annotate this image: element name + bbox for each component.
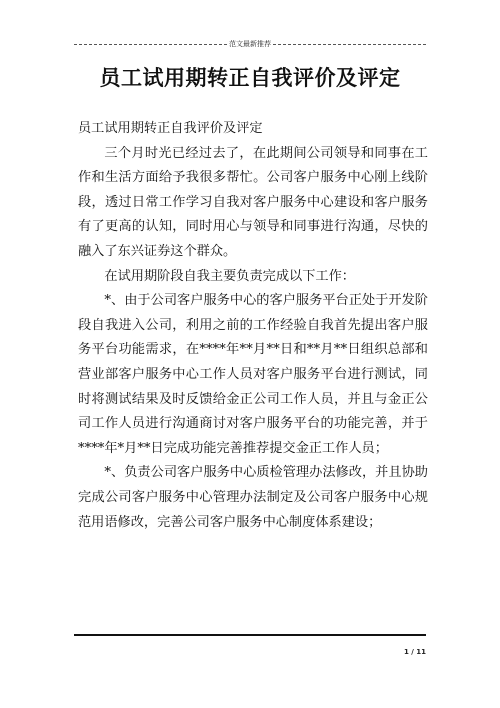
header-dash-right [273,44,426,45]
page-header [74,38,426,50]
body-paragraph: 在试用期阶段自我主要负责完成以下工作： [104,268,355,284]
body-paragraph: *、由于公司客户服务中心的客户服务平台正处于开发阶段自我进入公司，利用之前的工作经验自我首先提出客户服务平台功能需求，在****年**月**日和**月**日组织总部和营业部客户服务中心工作人员对客户服务平台进行测试，同时将测试结果及时反馈给金正公司工作人员，并且与金正公司工作人员进行沟通商讨对客户服务平台的功能完善，并于****年*月**日完成功能完善推荐提交金正工作人员； [78,293,428,456]
footer-divider [74,634,426,636]
header-label: 范文最新推荐 [229,40,271,48]
document-body [78,117,428,535]
page-number: 1 / 11 [403,648,426,656]
body-paragraph: 三个月时光已经过去了，在此期间公司领导和同事在工作和生活方面给予我很多帮忙。公司客户服务中心刚上线阶段，透过日常工作学习自我对客户服务中心建设和客户服务有了更高的认知，同时用心与领导和同事进行沟通，尽快的融入了东兴证券这个群众。 [78,145,428,259]
document-title: 员工试用期转正自我评价及评定 [99,66,401,90]
body-subtitle: 员工试用期转正自我评价及评定 [78,121,263,136]
header-dash-left [74,44,227,45]
body-paragraph: *、负责公司客户服务中心质检管理办法修改，并且协助完成公司客户服务中心管理办法制定及公司客户服务中心规范用语修改，完善公司客户服务中心制度体系建设； [78,465,428,530]
